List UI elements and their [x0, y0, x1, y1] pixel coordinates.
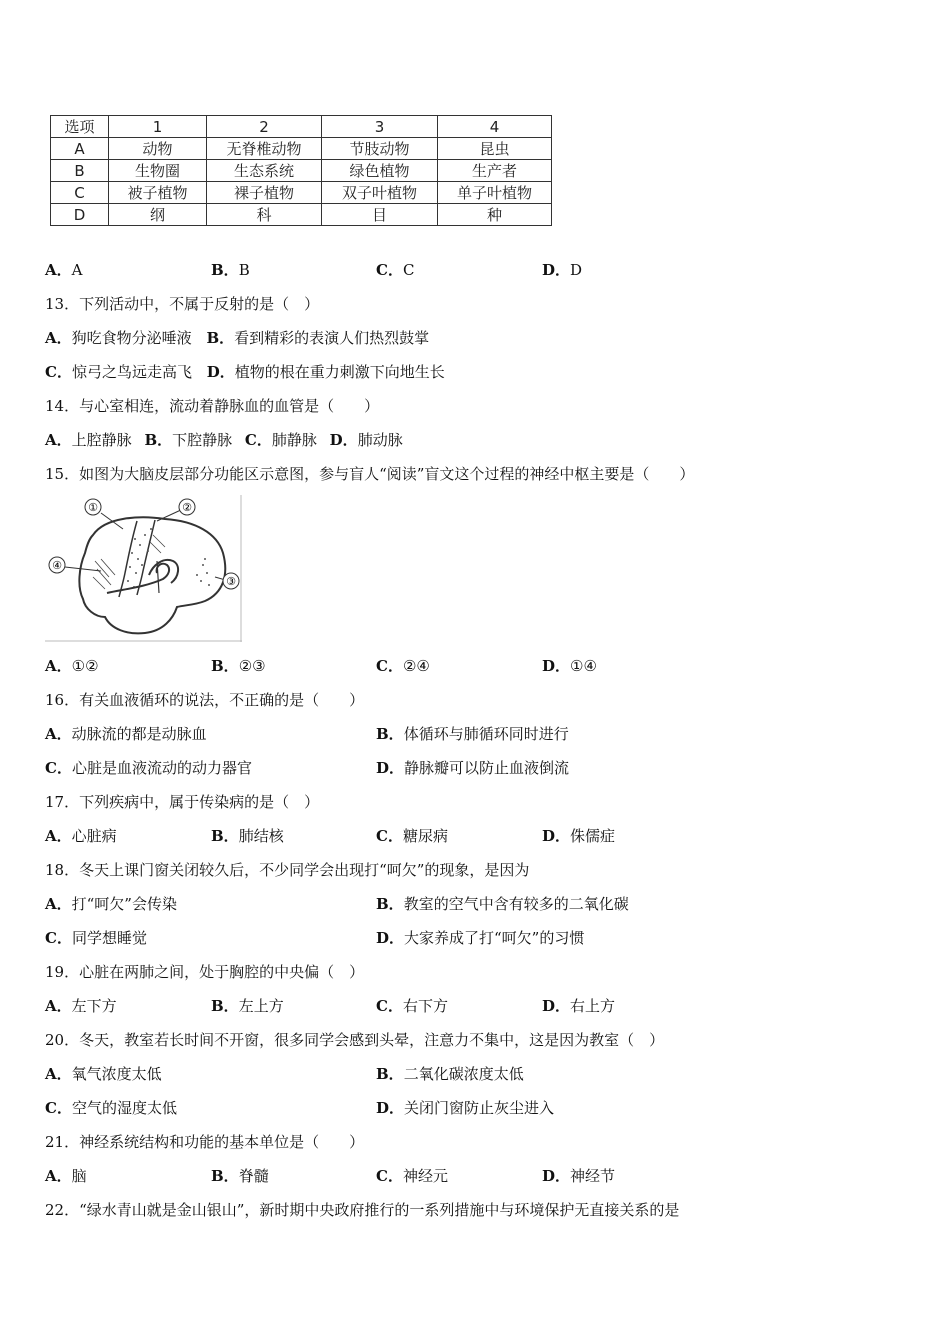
option-text: 糖尿病	[402, 827, 448, 845]
q20-option-c[interactable]	[45, 1096, 177, 1120]
q16-options-row1	[45, 722, 905, 746]
table-cell: 纲	[109, 204, 207, 226]
option-label: B．	[376, 1065, 404, 1083]
option-label: C．	[45, 929, 72, 947]
q14-options	[45, 428, 403, 452]
option-text: 植物的根在重力刺激下向地生长	[234, 363, 445, 381]
q18-option-a[interactable]	[45, 892, 177, 916]
option-label: B．	[376, 725, 404, 743]
option-label: D．	[542, 657, 571, 675]
option-text: B	[238, 261, 250, 279]
q16-stem: 16．有关血液循环的说法，不正确的是（ ）	[45, 691, 365, 709]
table-cell: 种	[438, 204, 552, 226]
q13-options-row1	[45, 326, 429, 350]
option-label: A．	[45, 895, 72, 913]
table-row	[51, 138, 552, 160]
option-text: 空气的湿度太低	[71, 1099, 177, 1117]
table-cell: 生态系统	[207, 160, 322, 182]
q14-stem: 14．与心室相连，流动着静脉血的血管是（ ）	[45, 397, 380, 415]
option-text: 脊髓	[238, 1167, 269, 1185]
brain-label-3: ③	[226, 575, 236, 588]
option-label: B．	[211, 997, 239, 1015]
option-label: A．	[45, 1065, 72, 1083]
q17-option-c[interactable]	[376, 824, 448, 848]
options-table	[50, 115, 552, 226]
option-label: A．	[45, 725, 72, 743]
q14-option-d[interactable]	[330, 431, 403, 449]
table-cell: 目	[322, 204, 438, 226]
q17-option-a[interactable]	[45, 824, 117, 848]
q21-options	[45, 1164, 905, 1188]
option-label: C．	[45, 1099, 72, 1117]
table-cell: 科	[207, 204, 322, 226]
q20-options-row1	[45, 1062, 905, 1086]
option-text: D	[570, 261, 583, 279]
q16-options-row2	[45, 756, 905, 780]
table-cell: 选项	[51, 116, 109, 138]
option-text: 关闭门窗防止灰尘进入	[404, 1099, 555, 1117]
option-label: D．	[542, 261, 571, 279]
option-label: C．	[244, 431, 272, 449]
q17-option-b[interactable]	[211, 824, 284, 848]
option-label: D．	[376, 929, 405, 947]
table-cell: 单子叶植物	[438, 182, 552, 204]
table-row	[51, 204, 552, 226]
q12-option-b[interactable]	[211, 258, 250, 282]
option-text: 神经节	[570, 1167, 616, 1185]
option-label: C．	[45, 363, 72, 381]
q20-option-a[interactable]	[45, 1062, 162, 1086]
option-text: 大家养成了打“呵欠”的习惯	[404, 929, 585, 947]
option-label: B．	[211, 261, 239, 279]
q15-option-b[interactable]	[211, 654, 266, 678]
option-text: 神经元	[402, 1167, 448, 1185]
option-text: 惊弓之鸟远走高飞	[71, 363, 192, 381]
option-label: B．	[206, 329, 235, 347]
table-cell: 绿色植物	[322, 160, 438, 182]
option-text: ②③	[238, 657, 266, 675]
q20-option-b[interactable]	[376, 1062, 524, 1086]
q13-option-c[interactable]	[45, 363, 192, 381]
table-cell: 双子叶植物	[322, 182, 438, 204]
q18-option-b[interactable]	[376, 892, 629, 916]
q17-option-d[interactable]	[542, 824, 615, 848]
option-text: 氧气浓度太低	[71, 1065, 162, 1083]
option-text: C	[402, 261, 415, 279]
q20-options-row2	[45, 1096, 905, 1120]
option-text: 狗吃食物分泌唾液	[71, 329, 192, 347]
option-label: B．	[376, 895, 404, 913]
option-label: A．	[45, 827, 72, 845]
option-text: 二氧化碳浓度太低	[403, 1065, 524, 1083]
q16-option-a[interactable]	[45, 722, 207, 746]
q12-option-d[interactable]	[542, 258, 582, 282]
table-cell: A	[51, 138, 109, 160]
q21-stem: 21．神经系统结构和功能的基本单位是（ ）	[45, 1133, 365, 1151]
q12-option-a[interactable]	[45, 258, 82, 282]
option-label: C．	[376, 997, 403, 1015]
q14-option-b[interactable]	[144, 431, 232, 449]
option-text: 体循环与肺循环同时进行	[403, 725, 569, 743]
q19-option-b[interactable]	[211, 994, 284, 1018]
option-text: 静脉瓣可以防止血液倒流	[404, 759, 570, 777]
option-label: D．	[542, 827, 571, 845]
option-text: 动脉流的都是动脉血	[71, 725, 207, 743]
brain-label-2: ②	[182, 501, 192, 514]
q17-stem: 17．下列疾病中，属于传染病的是（ ）	[45, 793, 320, 811]
brain-label-4: ④	[52, 559, 62, 572]
option-label: B．	[144, 431, 173, 449]
q19-options	[45, 994, 905, 1018]
option-label: D．	[542, 1167, 571, 1185]
q18-stem: 18．冬天上课门窗关闭较久后，不少同学会出现打“呵欠”的现象，是因为	[45, 861, 530, 879]
option-label: A．	[45, 657, 72, 675]
q20-option-d[interactable]	[376, 1096, 554, 1120]
brain-illustration	[45, 495, 242, 642]
option-label: C．	[45, 759, 72, 777]
option-label: D．	[542, 997, 571, 1015]
option-label: A．	[45, 431, 72, 449]
q18-option-d[interactable]	[376, 926, 584, 950]
option-text: ①④	[570, 657, 597, 675]
q13-option-d[interactable]	[207, 363, 445, 381]
option-label: D．	[376, 759, 405, 777]
table-cell: 2	[207, 116, 322, 138]
table-cell: 动物	[109, 138, 207, 160]
q14-option-c[interactable]	[245, 431, 317, 449]
q13-option-a[interactable]	[45, 329, 192, 347]
option-text: 右上方	[570, 997, 616, 1015]
option-label: C．	[376, 657, 403, 675]
option-text: 侏儒症	[570, 827, 616, 845]
option-label: C．	[376, 827, 403, 845]
option-label: B．	[211, 1167, 239, 1185]
option-label: C．	[376, 261, 403, 279]
option-text: 脑	[71, 1167, 87, 1185]
q21-option-c[interactable]	[376, 1164, 448, 1188]
option-text: 肺结核	[238, 827, 284, 845]
q16-option-b[interactable]	[376, 722, 569, 746]
option-label: C．	[376, 1167, 403, 1185]
table-cell: 生物圈	[109, 160, 207, 182]
q17-options	[45, 824, 905, 848]
table-cell: 生产者	[438, 160, 552, 182]
brain-label-1: ①	[88, 501, 98, 514]
option-text: 教室的空气中含有较多的二氧化碳	[403, 895, 629, 913]
q12-option-c[interactable]	[376, 258, 414, 282]
option-text: ①②	[71, 657, 99, 675]
option-text: 右下方	[402, 997, 448, 1015]
q19-option-a[interactable]	[45, 994, 117, 1018]
q21-option-a[interactable]	[45, 1164, 87, 1188]
option-text: 上腔静脉	[71, 431, 132, 449]
q13-option-b[interactable]	[206, 329, 429, 347]
table-header-row	[51, 116, 552, 138]
table-cell: 无脊椎动物	[207, 138, 322, 160]
q18-option-c[interactable]	[45, 926, 147, 950]
option-text: 肺静脉	[271, 431, 317, 449]
option-text: ②④	[402, 657, 430, 675]
option-label: D．	[376, 1099, 405, 1117]
q16-option-d[interactable]	[376, 756, 569, 780]
table-cell: 3	[322, 116, 438, 138]
option-label: A．	[45, 261, 72, 279]
option-text: 同学想睡觉	[71, 929, 147, 947]
option-text: 心脏是血液流动的动力器官	[71, 759, 252, 777]
q22-stem: 22．“绿水青山就是金山银山”，新时期中央政府推行的一系列措施中与环境保护无直接关系的是	[45, 1201, 680, 1219]
table-row	[51, 160, 552, 182]
table-cell: C	[51, 182, 109, 204]
table-cell: 裸子植物	[207, 182, 322, 204]
q18-options-row1	[45, 892, 905, 916]
option-text: 肺动脉	[357, 431, 403, 449]
option-text: 左下方	[71, 997, 117, 1015]
option-label: D．	[206, 363, 235, 381]
q21-option-b[interactable]	[211, 1164, 269, 1188]
table-row	[51, 182, 552, 204]
q14-option-a[interactable]	[45, 431, 132, 449]
option-label: A．	[45, 997, 72, 1015]
table-cell: 1	[109, 116, 207, 138]
option-text: 左上方	[238, 997, 284, 1015]
brain-diagram	[45, 495, 242, 642]
q15-option-d[interactable]	[542, 654, 597, 678]
q16-option-c[interactable]	[45, 756, 252, 780]
table-cell: D	[51, 204, 109, 226]
q19-option-d[interactable]	[542, 994, 615, 1018]
q13-options-row2	[45, 360, 445, 384]
option-text: 打“呵欠”会传染	[71, 895, 177, 913]
q18-options-row2	[45, 926, 905, 950]
q15-option-c[interactable]	[376, 654, 430, 678]
option-label: D．	[329, 431, 358, 449]
q20-stem: 20．冬天，教室若长时间不开窗，很多同学会感到头晕，注意力不集中，这是因为教室（ ）	[45, 1031, 665, 1049]
option-text: A	[71, 261, 83, 279]
option-label: B．	[211, 657, 239, 675]
option-label: A．	[45, 1167, 72, 1185]
q15-stem: 15．如图为大脑皮层部分功能区示意图，参与盲人“阅读”盲文这个过程的神经中枢主要是（ ）	[45, 465, 695, 483]
option-text: 下腔静脉	[172, 431, 233, 449]
option-text: 心脏病	[71, 827, 117, 845]
table-cell: 4	[438, 116, 552, 138]
table-cell: 昆虫	[438, 138, 552, 160]
table-cell: 被子植物	[109, 182, 207, 204]
q19-option-c[interactable]	[376, 994, 448, 1018]
table-cell: 节肢动物	[322, 138, 438, 160]
table-cell: B	[51, 160, 109, 182]
q13-stem: 13．下列活动中，不属于反射的是（ ）	[45, 295, 320, 313]
option-text: 看到精彩的表演人们热烈鼓掌	[234, 329, 430, 347]
option-label: B．	[211, 827, 239, 845]
q21-option-d[interactable]	[542, 1164, 615, 1188]
q19-stem: 19．心脏在两肺之间，处于胸腔的中央偏（ ）	[45, 963, 365, 981]
option-label: A．	[45, 329, 72, 347]
q15-option-a[interactable]	[45, 654, 99, 678]
